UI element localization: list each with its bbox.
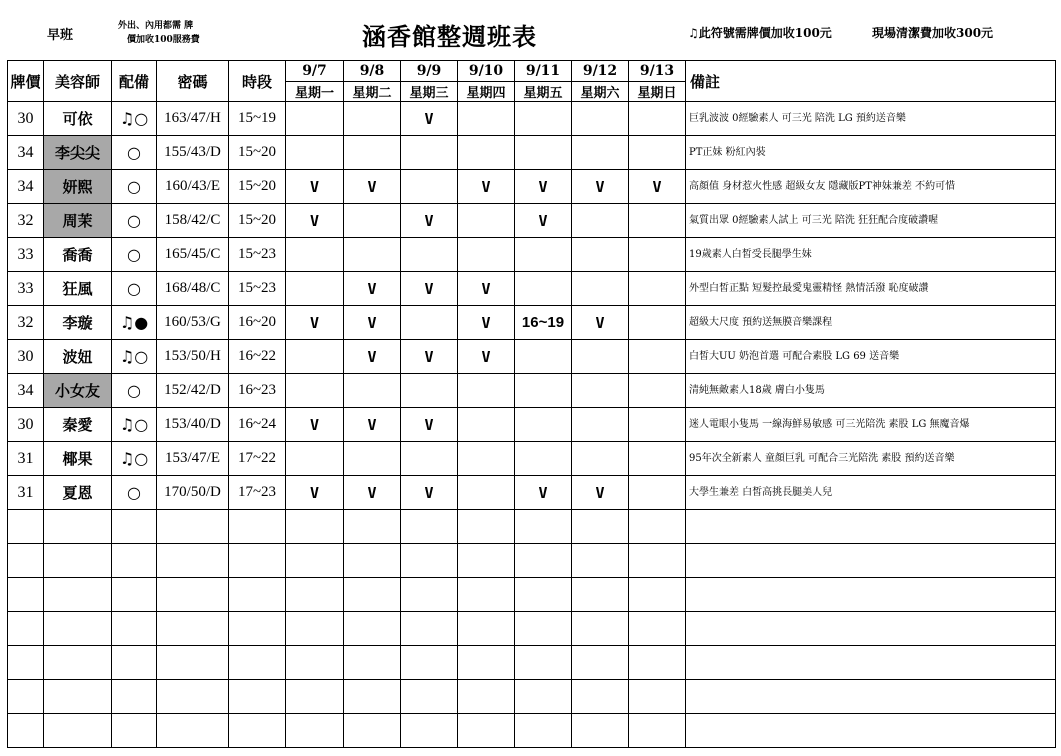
day-cell: V [572,476,629,510]
weekday-header: 星期日 [629,82,686,102]
empty-cell [515,714,572,748]
table-row [8,374,1056,408]
empty-cell [229,714,286,748]
day-cell [629,238,686,272]
code-cell: 158/42/C [157,204,229,238]
empty-row [8,612,1056,646]
empty-cell [629,646,686,680]
day-cell: V [458,272,515,306]
code-cell: 170/50/D [157,476,229,510]
code-cell: 153/47/E [157,442,229,476]
empty-cell [401,578,458,612]
date-header: 9/12 [572,61,629,82]
name-cell: 秦愛 [44,408,112,442]
empty-cell [112,646,157,680]
day-cell: V [286,204,344,238]
date-header: 9/10 [458,61,515,82]
name-cell: 周茉 [44,204,112,238]
weekday-header: 星期五 [515,82,572,102]
remark-cell: 白皙大UU 奶泡首選 可配合素股 LG 69 送音樂 [686,340,1056,374]
day-cell: V [344,306,401,340]
day-cell [629,204,686,238]
day-cell [458,238,515,272]
empty-cell [572,544,629,578]
code-cell: 160/53/G [157,306,229,340]
name-cell: 小女友 [44,374,112,408]
empty-cell [458,544,515,578]
day-cell [629,272,686,306]
day-cell [458,374,515,408]
day-cell [572,408,629,442]
price-cell: 33 [8,272,44,306]
day-cell: V [515,204,572,238]
empty-cell [8,510,44,544]
time-cell: 17~23 [229,476,286,510]
code-cell: 153/50/H [157,340,229,374]
empty-cell [344,578,401,612]
empty-cell [401,714,458,748]
empty-cell [44,646,112,680]
service-icons-cell: ○ [112,204,157,238]
empty-cell [157,612,229,646]
empty-row [8,578,1056,612]
remark-cell: 清純無敵素人18歲 膚白小隻馬 [686,374,1056,408]
weekday-header: 星期四 [458,82,515,102]
empty-cell [401,646,458,680]
day-cell [458,102,515,136]
table-row [8,170,1056,204]
col-header-remarks: 備註 [686,61,1056,102]
empty-cell [458,510,515,544]
empty-cell [572,510,629,544]
day-cell [515,272,572,306]
day-cell [515,136,572,170]
empty-cell [515,544,572,578]
date-header: 9/9 [401,61,458,82]
time-cell: 15~19 [229,102,286,136]
empty-cell [401,510,458,544]
empty-cell [8,612,44,646]
empty-cell [686,578,1056,612]
day-cell [401,374,458,408]
empty-cell [286,714,344,748]
table-row [8,306,1056,340]
day-cell [572,340,629,374]
remark-cell: 氣質出眾 0經驗素人試上 可三光 陪洗 狂狂配合度破讚喔 [686,204,1056,238]
time-cell: 16~23 [229,374,286,408]
day-cell: V [401,102,458,136]
day-cell [286,102,344,136]
name-cell: 李尖尖 [44,136,112,170]
price-cell: 32 [8,306,44,340]
day-cell [572,136,629,170]
empty-cell [344,612,401,646]
day-cell: V [401,340,458,374]
empty-cell [572,680,629,714]
day-cell [458,408,515,442]
name-cell: 可依 [44,102,112,136]
time-cell: 16~20 [229,306,286,340]
date-header: 9/8 [344,61,401,82]
empty-cell [515,612,572,646]
empty-cell [458,612,515,646]
empty-cell [286,646,344,680]
remark-cell: 95年次全新素人 童顏巨乳 可配合三光陪洗 素股 預約送音樂 [686,442,1056,476]
code-cell: 165/45/C [157,238,229,272]
col-header-time: 時段 [229,61,286,102]
service-icons-cell: ○ [112,476,157,510]
day-cell [401,170,458,204]
name-cell: 喬喬 [44,238,112,272]
remark-cell: PT正妹 粉紅內裝 [686,136,1056,170]
empty-row [8,510,1056,544]
time-cell: 16~24 [229,408,286,442]
day-cell [515,408,572,442]
day-cell: V [401,408,458,442]
table-row [8,204,1056,238]
empty-cell [686,680,1056,714]
empty-cell [686,646,1056,680]
day-cell [344,102,401,136]
time-cell: 16~22 [229,340,286,374]
service-icons-cell: ○ [112,136,157,170]
service-icons-cell: ♫○ [112,408,157,442]
day-cell [401,306,458,340]
day-cell: V [458,306,515,340]
empty-cell [157,578,229,612]
empty-row [8,646,1056,680]
price-cell: 30 [8,408,44,442]
empty-cell [344,646,401,680]
empty-cell [515,578,572,612]
weekday-header: 星期六 [572,82,629,102]
empty-cell [686,544,1056,578]
day-cell [286,442,344,476]
empty-cell [286,578,344,612]
empty-cell [112,612,157,646]
day-cell: V [401,272,458,306]
shift-label: 早班 [47,28,74,43]
weekday-header: 星期三 [401,82,458,102]
day-cell [629,136,686,170]
remark-cell: 迷人電眼小隻馬 一線海鮮易敏感 可三光陪洗 素股 LG 無魔音爆 [686,408,1056,442]
day-cell [401,136,458,170]
table-row [8,272,1056,306]
day-cell [515,442,572,476]
day-cell: V [629,170,686,204]
empty-cell [229,612,286,646]
day-cell [515,238,572,272]
service-note-line2: 價加收100服務費 [127,35,200,45]
empty-cell [401,612,458,646]
empty-row [8,714,1056,748]
empty-cell [629,544,686,578]
empty-cell [157,510,229,544]
col-header-price: 牌價 [8,61,44,102]
empty-cell [229,578,286,612]
day-cell [515,374,572,408]
empty-cell [157,714,229,748]
table-row [8,476,1056,510]
price-cell: 34 [8,170,44,204]
time-cell: 17~22 [229,442,286,476]
day-cell [572,204,629,238]
empty-cell [515,510,572,544]
table-row [8,340,1056,374]
empty-cell [458,680,515,714]
cleaning-fee-note: 現場清潔費加收300元 [872,26,994,40]
code-cell: 155/43/D [157,136,229,170]
empty-cell [8,714,44,748]
day-cell [344,204,401,238]
empty-cell [286,612,344,646]
day-cell [572,272,629,306]
empty-cell [572,612,629,646]
empty-cell [157,544,229,578]
day-cell [458,136,515,170]
service-icons-cell: ♫○ [112,340,157,374]
day-cell [629,102,686,136]
table-row [8,102,1056,136]
empty-cell [112,680,157,714]
remark-cell: 19歲素人白皙受長腿學生妹 [686,238,1056,272]
code-cell: 160/43/E [157,170,229,204]
day-cell [458,442,515,476]
music-surcharge-note: ♫此符號需牌價加收100元 [688,26,832,40]
remark-cell: 大學生兼差 白皙高挑長腿美人兒 [686,476,1056,510]
empty-cell [572,714,629,748]
service-icons-cell: ♫● [112,306,157,340]
empty-cell [401,544,458,578]
service-icons-cell: ○ [112,374,157,408]
empty-cell [8,680,44,714]
empty-cell [229,646,286,680]
service-icons-cell: ♫○ [112,442,157,476]
empty-cell [458,646,515,680]
price-cell: 30 [8,102,44,136]
code-cell: 168/48/C [157,272,229,306]
empty-cell [229,544,286,578]
day-cell [344,442,401,476]
remark-cell: 巨乳波波 0經驗素人 可三光 陪洗 LG 預約送音樂 [686,102,1056,136]
day-cell: V [515,170,572,204]
time-cell: 15~23 [229,238,286,272]
price-cell: 30 [8,340,44,374]
table-row [8,408,1056,442]
day-cell [572,374,629,408]
empty-cell [344,544,401,578]
weekday-header: 星期一 [286,82,344,102]
empty-cell [229,510,286,544]
empty-cell [112,714,157,748]
day-cell: 16~19 [515,306,572,340]
empty-cell [8,544,44,578]
day-cell: V [401,204,458,238]
day-cell [286,340,344,374]
day-cell [344,136,401,170]
empty-cell [629,680,686,714]
price-cell: 34 [8,136,44,170]
day-cell [515,102,572,136]
time-cell: 15~20 [229,170,286,204]
day-cell [629,408,686,442]
empty-cell [157,680,229,714]
day-cell [286,136,344,170]
name-cell: 狂風 [44,272,112,306]
service-icons-cell: ○ [112,170,157,204]
empty-cell [458,714,515,748]
day-cell [629,374,686,408]
day-cell [629,340,686,374]
price-cell: 32 [8,204,44,238]
day-cell: V [286,306,344,340]
day-cell [629,476,686,510]
col-header-service: 配備 [112,61,157,102]
day-cell: V [286,170,344,204]
day-cell [286,374,344,408]
day-cell [572,442,629,476]
day-cell [344,374,401,408]
code-cell: 153/40/D [157,408,229,442]
empty-cell [44,578,112,612]
day-cell: V [344,272,401,306]
day-cell: V [286,476,344,510]
code-cell: 163/47/H [157,102,229,136]
day-cell [458,204,515,238]
col-header-name: 美容師 [44,61,112,102]
empty-cell [344,714,401,748]
service-icons-cell: ♫○ [112,102,157,136]
price-cell: 34 [8,374,44,408]
day-cell [344,238,401,272]
empty-cell [112,578,157,612]
empty-cell [112,510,157,544]
service-icons-cell: ○ [112,238,157,272]
day-cell: V [344,408,401,442]
time-cell: 15~20 [229,204,286,238]
empty-cell [8,578,44,612]
time-cell: 15~20 [229,136,286,170]
empty-cell [229,680,286,714]
table-row [8,238,1056,272]
empty-cell [629,510,686,544]
day-cell [629,442,686,476]
name-cell: 李璇 [44,306,112,340]
day-cell: V [344,340,401,374]
remark-cell: 外型白皙正點 短髮控最愛鬼靈精怪 熱情活潑 恥度破讚 [686,272,1056,306]
name-cell: 妍熙 [44,170,112,204]
name-cell: 夏恩 [44,476,112,510]
date-header: 9/7 [286,61,344,82]
time-cell: 15~23 [229,272,286,306]
day-cell [515,340,572,374]
price-cell: 31 [8,442,44,476]
empty-cell [44,510,112,544]
day-cell: V [458,340,515,374]
empty-cell [629,578,686,612]
empty-cell [344,680,401,714]
day-cell: V [515,476,572,510]
day-cell [572,102,629,136]
day-cell [401,442,458,476]
remark-cell: 超級大尺度 預約送無膜音樂課程 [686,306,1056,340]
empty-cell [44,714,112,748]
empty-cell [286,680,344,714]
service-note-line1: 外出、內用都需 牌 [118,21,194,31]
empty-cell [572,646,629,680]
empty-cell [286,544,344,578]
page-title: 涵香館整週班表 [362,22,537,51]
day-cell: V [572,306,629,340]
empty-cell [686,510,1056,544]
weekly-schedule-table [7,60,1056,748]
empty-cell [572,578,629,612]
price-cell: 33 [8,238,44,272]
date-header: 9/13 [629,61,686,82]
code-cell: 152/42/D [157,374,229,408]
empty-row [8,544,1056,578]
weekday-header: 星期二 [344,82,401,102]
date-header: 9/11 [515,61,572,82]
day-cell [286,238,344,272]
page-header [0,0,1061,60]
empty-cell [44,544,112,578]
col-header-code: 密碼 [157,61,229,102]
day-cell: V [344,170,401,204]
table-row [8,136,1056,170]
day-cell [401,238,458,272]
table-row [8,442,1056,476]
empty-cell [401,680,458,714]
empty-cell [344,510,401,544]
empty-cell [157,646,229,680]
price-cell: 31 [8,476,44,510]
day-cell: V [286,408,344,442]
name-cell: 椰果 [44,442,112,476]
empty-cell [458,578,515,612]
empty-cell [44,612,112,646]
day-cell: V [572,170,629,204]
empty-cell [515,680,572,714]
empty-cell [44,680,112,714]
empty-cell [515,646,572,680]
empty-cell [112,544,157,578]
name-cell: 波妞 [44,340,112,374]
empty-cell [629,612,686,646]
empty-cell [286,510,344,544]
day-cell: V [458,170,515,204]
empty-cell [8,646,44,680]
day-cell: V [401,476,458,510]
empty-cell [686,714,1056,748]
day-cell [286,272,344,306]
empty-cell [629,714,686,748]
day-cell [458,476,515,510]
empty-row [8,680,1056,714]
service-icons-cell: ○ [112,272,157,306]
day-cell: V [344,476,401,510]
empty-cell [686,612,1056,646]
remark-cell: 高顏值 身材惹火性感 超級女友 隱藏版PT神妹兼差 不約可惜 [686,170,1056,204]
day-cell [629,306,686,340]
day-cell [572,238,629,272]
